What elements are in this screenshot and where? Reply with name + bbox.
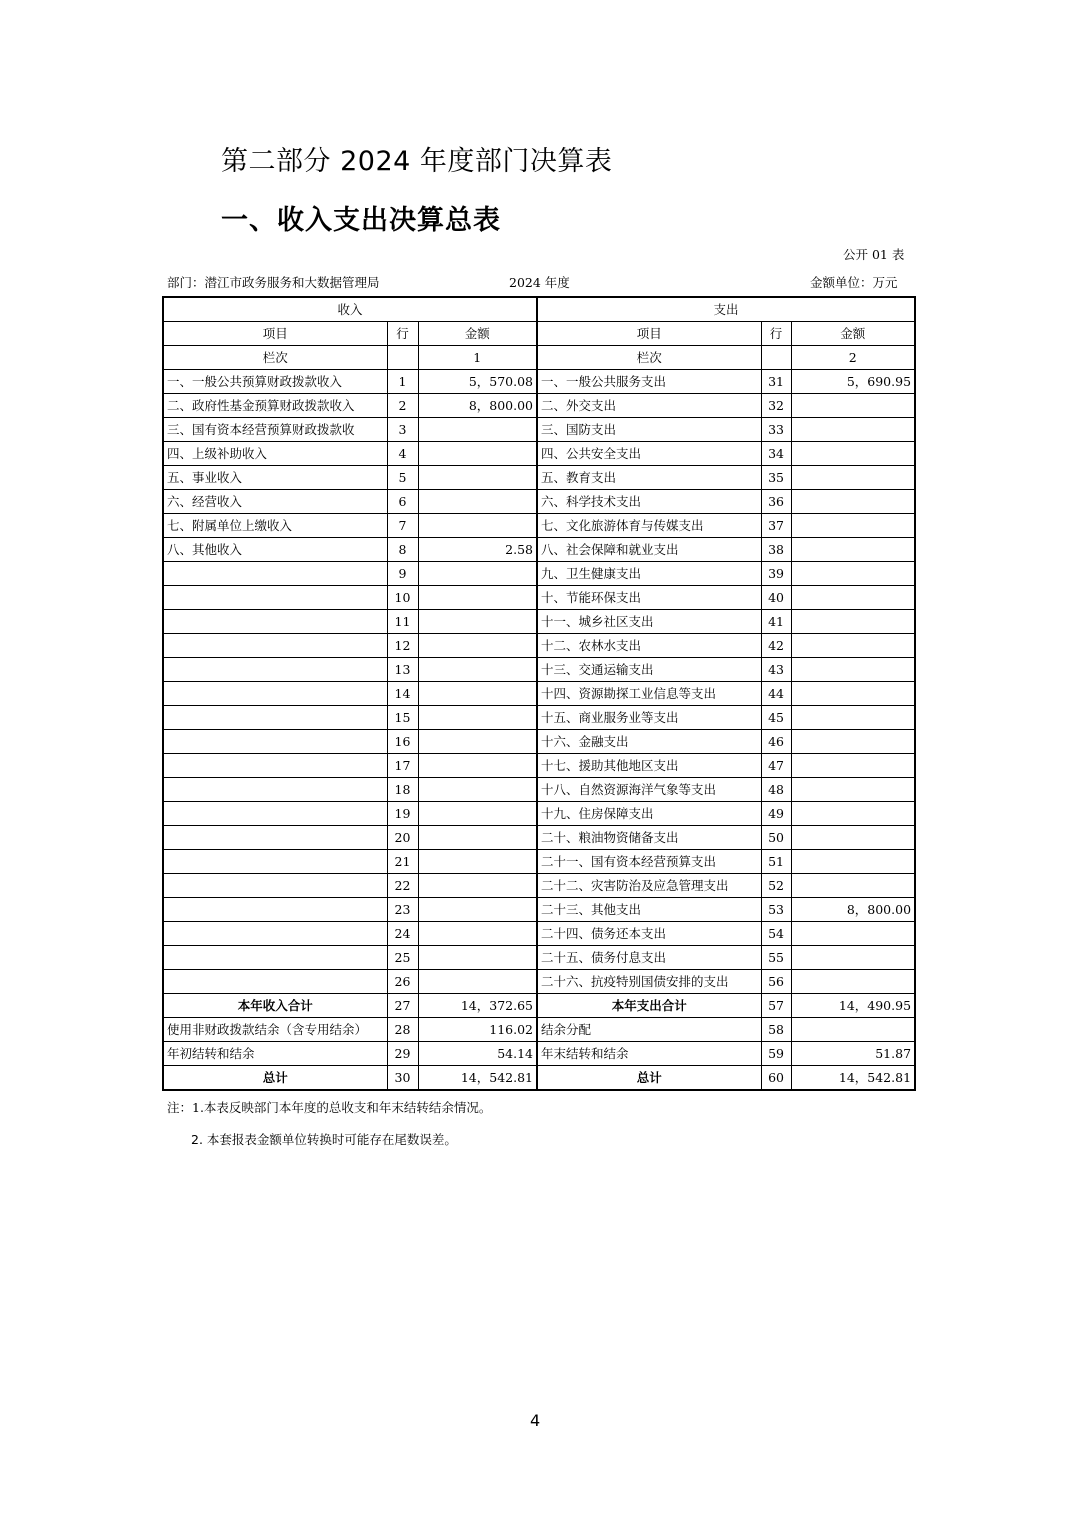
expense-item: 八、社会保障和就业支出 [537,538,761,562]
income-amount: 8，800.00 [418,394,537,418]
income-row-number: 24 [387,922,418,946]
expense-row-col-header: 行 [761,322,791,346]
expense-amount [791,586,915,610]
expense-amount [791,538,915,562]
expense-row-number: 54 [761,922,791,946]
expense-item: 十八、自然资源海洋气象等支出 [537,778,761,802]
income-row-number: 4 [387,442,418,466]
income-row-number: 20 [387,826,418,850]
income-item: 八、其他收入 [163,538,387,562]
expense-amount [791,1018,915,1042]
income-row-number: 29 [387,1042,418,1066]
year-total-row [163,994,915,1018]
expense-item: 总计 [537,1066,761,1091]
income-amount: 2.58 [418,538,537,562]
table-row [163,514,915,538]
income-amount-col-header: 金额 [418,322,537,346]
income-col-number: 1 [418,346,537,370]
table-row [163,682,915,706]
expense-item: 十四、资源勘探工业信息等支出 [537,682,761,706]
income-row-number: 17 [387,754,418,778]
income-item [163,682,387,706]
income-item: 五、事业收入 [163,466,387,490]
expense-row-number: 57 [761,994,791,1018]
expense-row-number: 37 [761,514,791,538]
expense-item: 十三、交通运输支出 [537,658,761,682]
expense-row-number: 53 [761,898,791,922]
expense-amount [791,418,915,442]
income-row-number: 22 [387,874,418,898]
income-row-number: 12 [387,634,418,658]
income-amount: 14，542.81 [418,1066,537,1091]
income-amount [418,682,537,706]
expense-row-number: 51 [761,850,791,874]
table-row [163,442,915,466]
expense-item: 一、一般公共服务支出 [537,370,761,394]
income-item [163,802,387,826]
table-row [163,658,915,682]
expense-row-number: 49 [761,802,791,826]
expense-row-number: 52 [761,874,791,898]
expense-amount [791,658,915,682]
income-amount [418,730,537,754]
expense-item: 二十一、国有资本经营预算支出 [537,850,761,874]
expense-amount [791,826,915,850]
income-row-number: 25 [387,946,418,970]
expense-item: 十、节能环保支出 [537,586,761,610]
empty-cell [387,346,418,370]
expense-amount [791,802,915,826]
income-item: 本年收入合计 [163,994,387,1018]
income-row-number: 23 [387,898,418,922]
income-row-number: 26 [387,970,418,994]
income-item-col-header: 项目 [163,322,387,346]
expense-amount: 14，542.81 [791,1066,915,1091]
income-item [163,586,387,610]
column-index-row [163,346,915,370]
expense-row-number: 44 [761,682,791,706]
income-row-number: 9 [387,562,418,586]
expense-row-number: 47 [761,754,791,778]
expense-amount [791,394,915,418]
expense-item: 二十五、债务付息支出 [537,946,761,970]
expense-amount: 8，800.00 [791,898,915,922]
expense-item: 十九、住房保障支出 [537,802,761,826]
expense-row-number: 50 [761,826,791,850]
section-title: 一、收入支出决算总表 [221,205,501,236]
table-row [163,394,915,418]
expense-row-number: 40 [761,586,791,610]
expense-item: 结余分配 [537,1018,761,1042]
income-item [163,754,387,778]
table-row [163,826,915,850]
income-item [163,922,387,946]
table-row [163,754,915,778]
income-amount [418,970,537,994]
expense-item: 十七、援助其他地区支出 [537,754,761,778]
table-row [163,562,915,586]
income-item: 四、上级补助收入 [163,442,387,466]
expense-amount [791,970,915,994]
table-row [163,706,915,730]
expense-row-number: 36 [761,490,791,514]
expense-amount [791,682,915,706]
department-label: 部门：潜江市政务服务和大数据管理局 [167,275,380,290]
unit-label: 金额单位：万元 [810,275,898,290]
table-row [163,610,915,634]
table-row [163,586,915,610]
income-row-number: 3 [387,418,418,442]
table-row [163,730,915,754]
income-amount [418,874,537,898]
expense-row-number: 60 [761,1066,791,1091]
expense-amount [791,730,915,754]
expense-item: 十二、农林水支出 [537,634,761,658]
income-item [163,730,387,754]
income-amount [418,514,537,538]
income-amount [418,466,537,490]
expense-amount [791,466,915,490]
expense-col-number: 2 [791,346,915,370]
table-row [163,970,915,994]
income-item [163,562,387,586]
expense-item: 十五、商业服务业等支出 [537,706,761,730]
table-row [163,850,915,874]
carry-row [163,1042,915,1066]
expense-row-number: 32 [761,394,791,418]
expense-amount [791,874,915,898]
income-amount [418,850,537,874]
income-amount [418,562,537,586]
income-item [163,898,387,922]
expense-amount [791,610,915,634]
income-item: 六、经营收入 [163,490,387,514]
expense-index-label: 栏次 [537,346,761,370]
table-row [163,418,915,442]
income-row-number: 5 [387,466,418,490]
expense-row-number: 55 [761,946,791,970]
income-item [163,610,387,634]
note-1: 注：1.本表反映部门本年度的总收支和年末结转结余情况。 [167,1100,492,1115]
expense-row-number: 56 [761,970,791,994]
income-amount [418,826,537,850]
expense-item: 七、文化旅游体育与传媒支出 [537,514,761,538]
income-amount [418,802,537,826]
income-amount [418,658,537,682]
column-header-row [163,322,915,346]
income-row-col-header: 行 [387,322,418,346]
income-item: 一、一般公共预算财政拨款收入 [163,370,387,394]
expense-amount [791,850,915,874]
table-code: 公开 01 表 [843,247,905,262]
income-amount [418,946,537,970]
expense-row-number: 31 [761,370,791,394]
expense-amount-col-header: 金额 [791,322,915,346]
income-amount [418,418,537,442]
expense-item: 二十、粮油物资储备支出 [537,826,761,850]
income-amount [418,586,537,610]
income-amount [418,610,537,634]
income-row-number: 18 [387,778,418,802]
income-row-number: 19 [387,802,418,826]
expense-amount [791,634,915,658]
expense-amount [791,514,915,538]
expense-item: 四、公共安全支出 [537,442,761,466]
table-row [163,466,915,490]
income-amount: 14，372.65 [418,994,537,1018]
income-row-number: 1 [387,370,418,394]
income-row-number: 13 [387,658,418,682]
expense-row-number: 35 [761,466,791,490]
expense-item: 五、教育支出 [537,466,761,490]
expense-amount [791,946,915,970]
expense-row-number: 58 [761,1018,791,1042]
expense-amount: 14，490.95 [791,994,915,1018]
expense-row-number: 34 [761,442,791,466]
income-amount: 54.14 [418,1042,537,1066]
income-item [163,778,387,802]
carry-row [163,1018,915,1042]
table-row [163,802,915,826]
income-item [163,634,387,658]
expense-row-number: 41 [761,610,791,634]
income-amount: 5，570.08 [418,370,537,394]
income-amount: 116.02 [418,1018,537,1042]
expense-amount [791,562,915,586]
expense-amount [791,490,915,514]
grand-total-row [163,1066,915,1091]
income-item: 七、附属单位上缴收入 [163,514,387,538]
expense-row-number: 45 [761,706,791,730]
income-item: 二、政府性基金预算财政拨款收入 [163,394,387,418]
table-row [163,538,915,562]
table-row [163,490,915,514]
expense-item: 三、国防支出 [537,418,761,442]
income-row-number: 28 [387,1018,418,1042]
income-row-number: 11 [387,610,418,634]
income-item [163,658,387,682]
expense-row-number: 42 [761,634,791,658]
expense-item: 二十四、债务还本支出 [537,922,761,946]
income-row-number: 8 [387,538,418,562]
income-row-number: 15 [387,706,418,730]
income-row-number: 27 [387,994,418,1018]
table-row [163,778,915,802]
income-row-number: 14 [387,682,418,706]
income-row-number: 2 [387,394,418,418]
empty-cell [761,346,791,370]
expense-item: 二十二、灾害防治及应急管理支出 [537,874,761,898]
income-item [163,970,387,994]
expense-item: 十一、城乡社区支出 [537,610,761,634]
income-amount [418,442,537,466]
income-item: 年初结转和结余 [163,1042,387,1066]
income-row-number: 21 [387,850,418,874]
table-row [163,898,915,922]
table-header-row [163,297,915,322]
expense-row-number: 33 [761,418,791,442]
year-label: 2024 年度 [509,275,570,290]
expense-row-number: 46 [761,730,791,754]
expense-item: 六、科学技术支出 [537,490,761,514]
expense-item: 十六、金融支出 [537,730,761,754]
income-item [163,946,387,970]
expense-item-col-header: 项目 [537,322,761,346]
expense-item: 年末结转和结余 [537,1042,761,1066]
expense-amount [791,442,915,466]
table-row [163,874,915,898]
expense-amount: 5，690.95 [791,370,915,394]
page-number: 4 [530,1411,541,1430]
expense-row-number: 43 [761,658,791,682]
expense-item: 二十六、抗疫特别国债安排的支出 [537,970,761,994]
part-title: 第二部分 2024 年度部门决算表 [221,146,613,177]
income-amount [418,778,537,802]
expense-amount [791,922,915,946]
expense-item: 九、卫生健康支出 [537,562,761,586]
income-item [163,850,387,874]
expense-amount [791,778,915,802]
income-item [163,706,387,730]
table-row [163,634,915,658]
expense-row-number: 59 [761,1042,791,1066]
income-header: 收入 [163,297,537,322]
expense-row-number: 38 [761,538,791,562]
income-amount [418,922,537,946]
income-amount [418,706,537,730]
income-amount [418,490,537,514]
income-amount [418,898,537,922]
income-index-label: 栏次 [163,346,387,370]
expense-amount [791,706,915,730]
income-row-number: 10 [387,586,418,610]
income-item [163,874,387,898]
income-row-number: 30 [387,1066,418,1091]
income-row-number: 6 [387,490,418,514]
expense-amount [791,754,915,778]
income-row-number: 7 [387,514,418,538]
note-2: 2. 本套报表金额单位转换时可能存在尾数误差。 [191,1132,457,1147]
expense-row-number: 39 [761,562,791,586]
table-row [163,946,915,970]
income-row-number: 16 [387,730,418,754]
expense-header: 支出 [537,297,915,322]
expense-item: 二、外交支出 [537,394,761,418]
income-amount [418,634,537,658]
income-expense-table [162,296,916,1091]
table-row [163,370,915,394]
income-item: 三、国有资本经营预算财政拨款收 [163,418,387,442]
expense-item: 本年支出合计 [537,994,761,1018]
expense-item: 二十三、其他支出 [537,898,761,922]
income-item [163,826,387,850]
table-row [163,922,915,946]
expense-row-number: 48 [761,778,791,802]
income-item: 使用非财政拨款结余（含专用结余） [163,1018,387,1042]
income-amount [418,754,537,778]
income-item: 总计 [163,1066,387,1091]
expense-amount: 51.87 [791,1042,915,1066]
